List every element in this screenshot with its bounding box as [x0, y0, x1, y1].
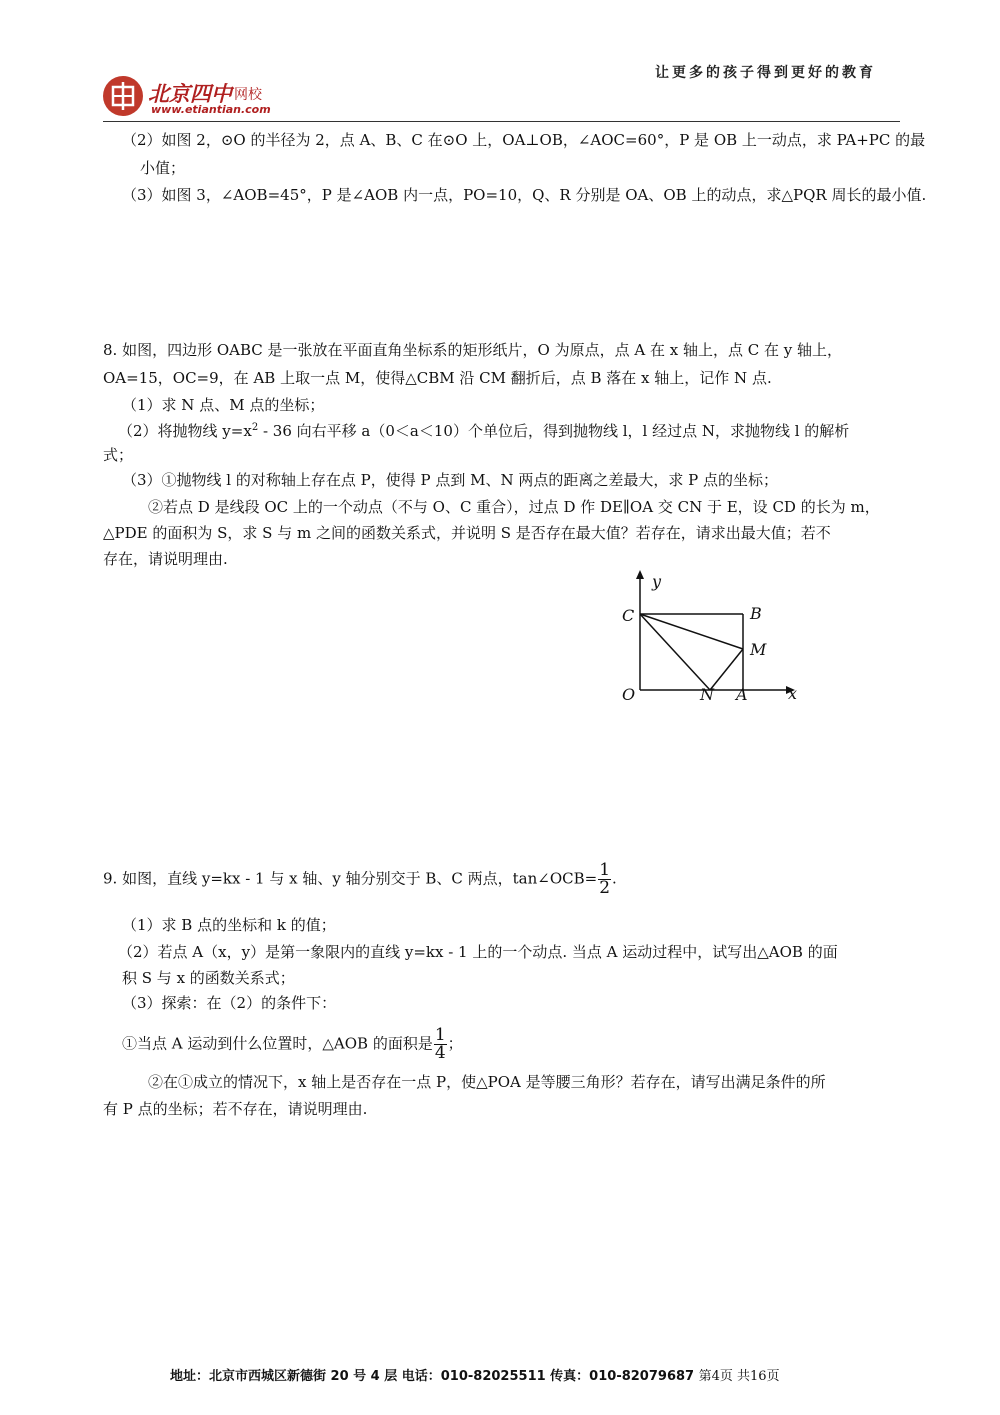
- q9-part2-line1: （2）若点 A（x，y）是第一象限内的直线 y=kx - 1 上的一个动点. 当点 A 运动过程中，试写出△AOB 的面: [118, 943, 838, 961]
- q8-line2: OA=15，OC=9，在 AB 上取一点 M，使得△CBM 沿 CM 翻折后，点 B 落在 x 轴上，记作 N 点.: [103, 369, 772, 387]
- q8-diagram: [610, 565, 810, 710]
- q7-part2-line2: 小值；: [140, 159, 186, 177]
- q8-part3-1: （3）①抛物线 l 的对称轴上存在点 P，使得 P 点到 M、N 两点的距离之差最大，求 P 点的坐标；: [122, 471, 779, 489]
- q8-part3-2-line3: 存在，请说明理由.: [103, 550, 228, 568]
- q8-part1: （1）求 N 点、M 点的坐标；: [122, 396, 325, 414]
- footer-page-number: 第4页 共16页: [698, 1369, 780, 1384]
- page-footer: [170, 1365, 780, 1384]
- q7-part3: （3）如图 3，∠AOB=45°，P 是∠AOB 内一点，PO=10，Q、R 分别是 OA、OB 上的动点，求△PQR 周长的最小值.: [122, 186, 927, 204]
- q8-part2-line1: [118, 418, 849, 441]
- logo-net-label: 网校: [234, 87, 262, 103]
- q8-part3-2-line1: ②若点 D 是线段 OC 上的一个动点（不与 O、C 重合），过点 D 作 DE∥OA 交 CN 于 E，设 CD 的长为 m，: [148, 498, 880, 516]
- q8-part2-line2: 式；: [103, 446, 134, 464]
- header-divider: [103, 121, 900, 122]
- q9-tan-fraction: [598, 862, 611, 897]
- q9-line1-end: .: [612, 869, 617, 888]
- label-m: M: [750, 640, 767, 659]
- q9-part3: （3）探索：在（2）的条件下：: [122, 994, 337, 1012]
- q9-tan-denominator: 2: [599, 878, 611, 898]
- label-x: x: [788, 684, 798, 703]
- q8-part2-exponent: 2: [251, 422, 259, 433]
- label-n: N: [700, 685, 714, 704]
- q9-tan-numerator: 1: [599, 860, 611, 880]
- q8-line1: 8. 如图，四边形 OABC 是一张放在平面直角坐标系的矩形纸片，O 为原点，点 A 在 x 轴上，点 C 在 y 轴上，: [103, 341, 842, 359]
- school-logo-icon: [103, 76, 143, 116]
- q8-part2-text-b: - 36 向右平移 a（0＜a＜10）个单位后，得到抛物线 l，l 经过点 N，求抛物线 l 的解析: [258, 422, 850, 440]
- q9-part2-line2: 积 S 与 x 的函数关系式；: [122, 969, 295, 987]
- q8-part2-text-a: （2）将抛物线 y=x: [118, 422, 252, 440]
- q7-part2-line1: （2）如图 2，⊙O 的半径为 2，点 A、B、C 在⊙O 上，OA⊥OB，∠AOC=60°，P 是 OB 上一动点，求 PA+PC 的最: [122, 131, 926, 149]
- q8-part3-2-line2: △PDE 的面积为 S，求 S 与 m 之间的函数关系式，并说明 S 是否存在最大值？若存在，请求出最大值；若不: [103, 524, 831, 542]
- q9-part3-2-line1: ②在①成立的情况下，x 轴上是否存在一点 P，使△POA 是等腰三角形？若存在，请写出满足条件的所: [148, 1073, 826, 1091]
- q9-area-numerator: 1: [434, 1025, 446, 1045]
- label-b: B: [750, 604, 762, 623]
- y-axis-arrow-icon: [636, 570, 644, 579]
- q9-part3-1-text: ①当点 A 运动到什么位置时，△AOB 的面积是: [122, 1034, 433, 1053]
- q9-area-denominator: 4: [434, 1043, 446, 1063]
- q9-part1: （1）求 B 点的坐标和 k 的值；: [122, 916, 336, 934]
- label-c: C: [622, 606, 635, 625]
- logo-name: 北京四中: [148, 81, 232, 106]
- segment-nm: [710, 649, 743, 690]
- label-o: O: [622, 685, 636, 704]
- label-a: A: [736, 685, 748, 704]
- q9-part3-1: [122, 1027, 463, 1062]
- q9-area-fraction: [434, 1027, 447, 1062]
- q9-part3-1-end: ；: [447, 1034, 463, 1053]
- footer-address: 地址：北京市西城区新德街 20 号 4 层 电话：010-82025511 传真：010-82079687: [170, 1369, 695, 1384]
- logo-url: www.etiantian.com: [151, 103, 271, 116]
- q9-line1: [103, 862, 617, 897]
- q9-part3-2-line2: 有 P 点的坐标；若不存在，请说明理由.: [103, 1100, 368, 1118]
- q9-line1-text: 9. 如图，直线 y=kx - 1 与 x 轴、y 轴分别交于 B、C 两点，tan∠OCB=: [103, 869, 598, 888]
- header-slogan: 让更多的孩子得到更好的教育: [655, 65, 876, 81]
- label-y: y: [652, 572, 662, 591]
